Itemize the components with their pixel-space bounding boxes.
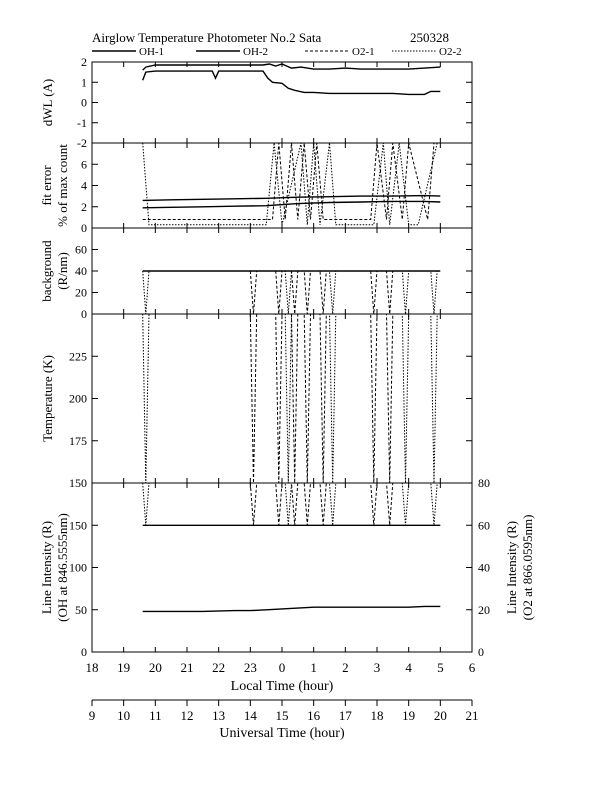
series-line-o2-2	[143, 314, 438, 483]
y-tick-label: 2	[81, 199, 87, 214]
ut-tick-label: 19	[402, 708, 416, 723]
local-time-tick-label: 21	[180, 660, 194, 675]
ut-tick-label: 16	[307, 708, 321, 723]
y-axis-label-secondary: % of max count	[55, 144, 70, 227]
series-line-o2-1	[250, 271, 392, 314]
y-tick-label: 175	[69, 433, 87, 448]
right-y-tick-label: 40	[478, 560, 490, 575]
series-line-o2-2	[143, 143, 441, 225]
ut-tick-label: 17	[338, 708, 352, 723]
local-time-tick-label: 23	[243, 660, 257, 675]
y-tick-label: 225	[69, 349, 87, 364]
right-y-tick-label: 60	[478, 518, 490, 533]
y-tick-label: 50	[75, 602, 87, 617]
local-time-tick-label: 19	[117, 660, 131, 675]
panel-fit_error	[39, 143, 472, 235]
chart-title: Airglow Temperature Photometer No.2 Sata	[92, 30, 322, 45]
panel-intensity	[39, 476, 535, 659]
panel-frame	[92, 143, 472, 228]
y-axis-label: dWL (A)	[40, 78, 55, 127]
ut-tick-label: 18	[370, 708, 384, 723]
legend	[92, 46, 462, 58]
series-line-oh-1	[143, 64, 441, 70]
y-tick-label: 150	[69, 518, 87, 533]
local-time-tick-label: 6	[468, 660, 476, 675]
local-time-tick-label: 5	[437, 660, 444, 675]
right-y-tick-label: 20	[478, 602, 490, 617]
series-line-o2-1	[143, 143, 441, 220]
y-tick-label: 0	[81, 221, 87, 235]
series-line-o2-1	[250, 314, 392, 483]
y-tick-label: 0	[81, 307, 87, 321]
time-axes	[86, 660, 479, 741]
y-tick-label: 4	[81, 178, 87, 193]
ut-tick-label: 14	[243, 708, 257, 723]
local-time-tick-label: 1	[310, 660, 317, 675]
y-tick-label: 40	[75, 264, 87, 278]
y-tick-label: 1	[81, 75, 87, 90]
y-tick-label: -2	[77, 136, 87, 150]
ut-tick-label: 12	[180, 708, 194, 723]
panel-frame	[92, 62, 472, 143]
y-tick-label: 2	[81, 55, 87, 69]
y-axis-label: background	[39, 240, 54, 302]
right-y-tick-label: 80	[478, 476, 490, 490]
local-time-tick-label: 0	[278, 660, 286, 675]
ut-tick-label: 15	[275, 708, 289, 723]
panel-dwl	[40, 55, 472, 150]
series-line-oh-2	[143, 201, 441, 207]
local-time-tick-label: 2	[342, 660, 349, 675]
ut-tick-label: 9	[88, 708, 96, 723]
y-tick-label: 0	[81, 645, 87, 659]
ut-tick-label: 13	[212, 708, 226, 723]
date-code: 250328	[410, 30, 449, 45]
y-axis-label: Temperature (K)	[40, 355, 55, 442]
ut-axis-label: Universal Time (hour)	[219, 726, 345, 741]
local-time-axis-label: Local Time (hour)	[230, 679, 334, 694]
y-tick-label: 100	[69, 560, 87, 575]
series-line-o2-2	[143, 271, 438, 314]
series-line-oh-1	[143, 196, 441, 201]
series-line-o2-2	[143, 483, 438, 525]
y-tick-label: 6	[81, 157, 87, 172]
ut-tick-label: 10	[117, 708, 131, 723]
series-line-oh-1	[143, 606, 441, 611]
local-time-tick-label: 20	[148, 660, 162, 675]
local-time-tick-label: 3	[373, 660, 381, 675]
panel-frame	[92, 483, 472, 652]
ut-tick-label: 21	[465, 708, 479, 723]
y-axis-label: fit error	[39, 165, 54, 206]
series-line-o2-1	[250, 483, 392, 525]
right-y-axis-label-secondary: (O2 at 866.0595nm)	[520, 514, 535, 621]
y-tick-label: 60	[75, 242, 87, 257]
plot-panels	[39, 55, 535, 659]
y-tick-label: 150	[69, 476, 87, 490]
local-time-tick-label: 18	[85, 660, 99, 675]
y-tick-label: 20	[75, 285, 87, 300]
y-axis-label-secondary: (OH at 846.5555nm)	[55, 513, 70, 622]
legend-label-oh-1: OH-1	[139, 46, 165, 58]
panel-background	[39, 228, 472, 321]
legend-label-oh-2: OH-2	[243, 46, 269, 58]
y-axis-label: Line Intensity (R)	[39, 520, 54, 615]
panel-temperature	[40, 314, 472, 490]
ut-tick-label: 11	[149, 708, 162, 723]
local-time-tick-label: 4	[405, 660, 412, 675]
ut-tick-label: 20	[433, 708, 447, 723]
y-axis-label-secondary: (R/nm)	[55, 252, 70, 290]
local-time-tick-label: 22	[212, 660, 226, 675]
legend-label-o2-2: O2-2	[439, 46, 462, 58]
legend-label-o2-1: O2-1	[352, 46, 375, 58]
y-tick-label: -1	[77, 115, 87, 130]
y-tick-label: 200	[69, 391, 87, 406]
series-line-oh-2	[143, 71, 441, 94]
right-y-tick-label: 0	[478, 645, 484, 659]
right-y-axis-label: Line Intensity (R)	[504, 520, 519, 615]
y-tick-label: 0	[81, 95, 87, 110]
